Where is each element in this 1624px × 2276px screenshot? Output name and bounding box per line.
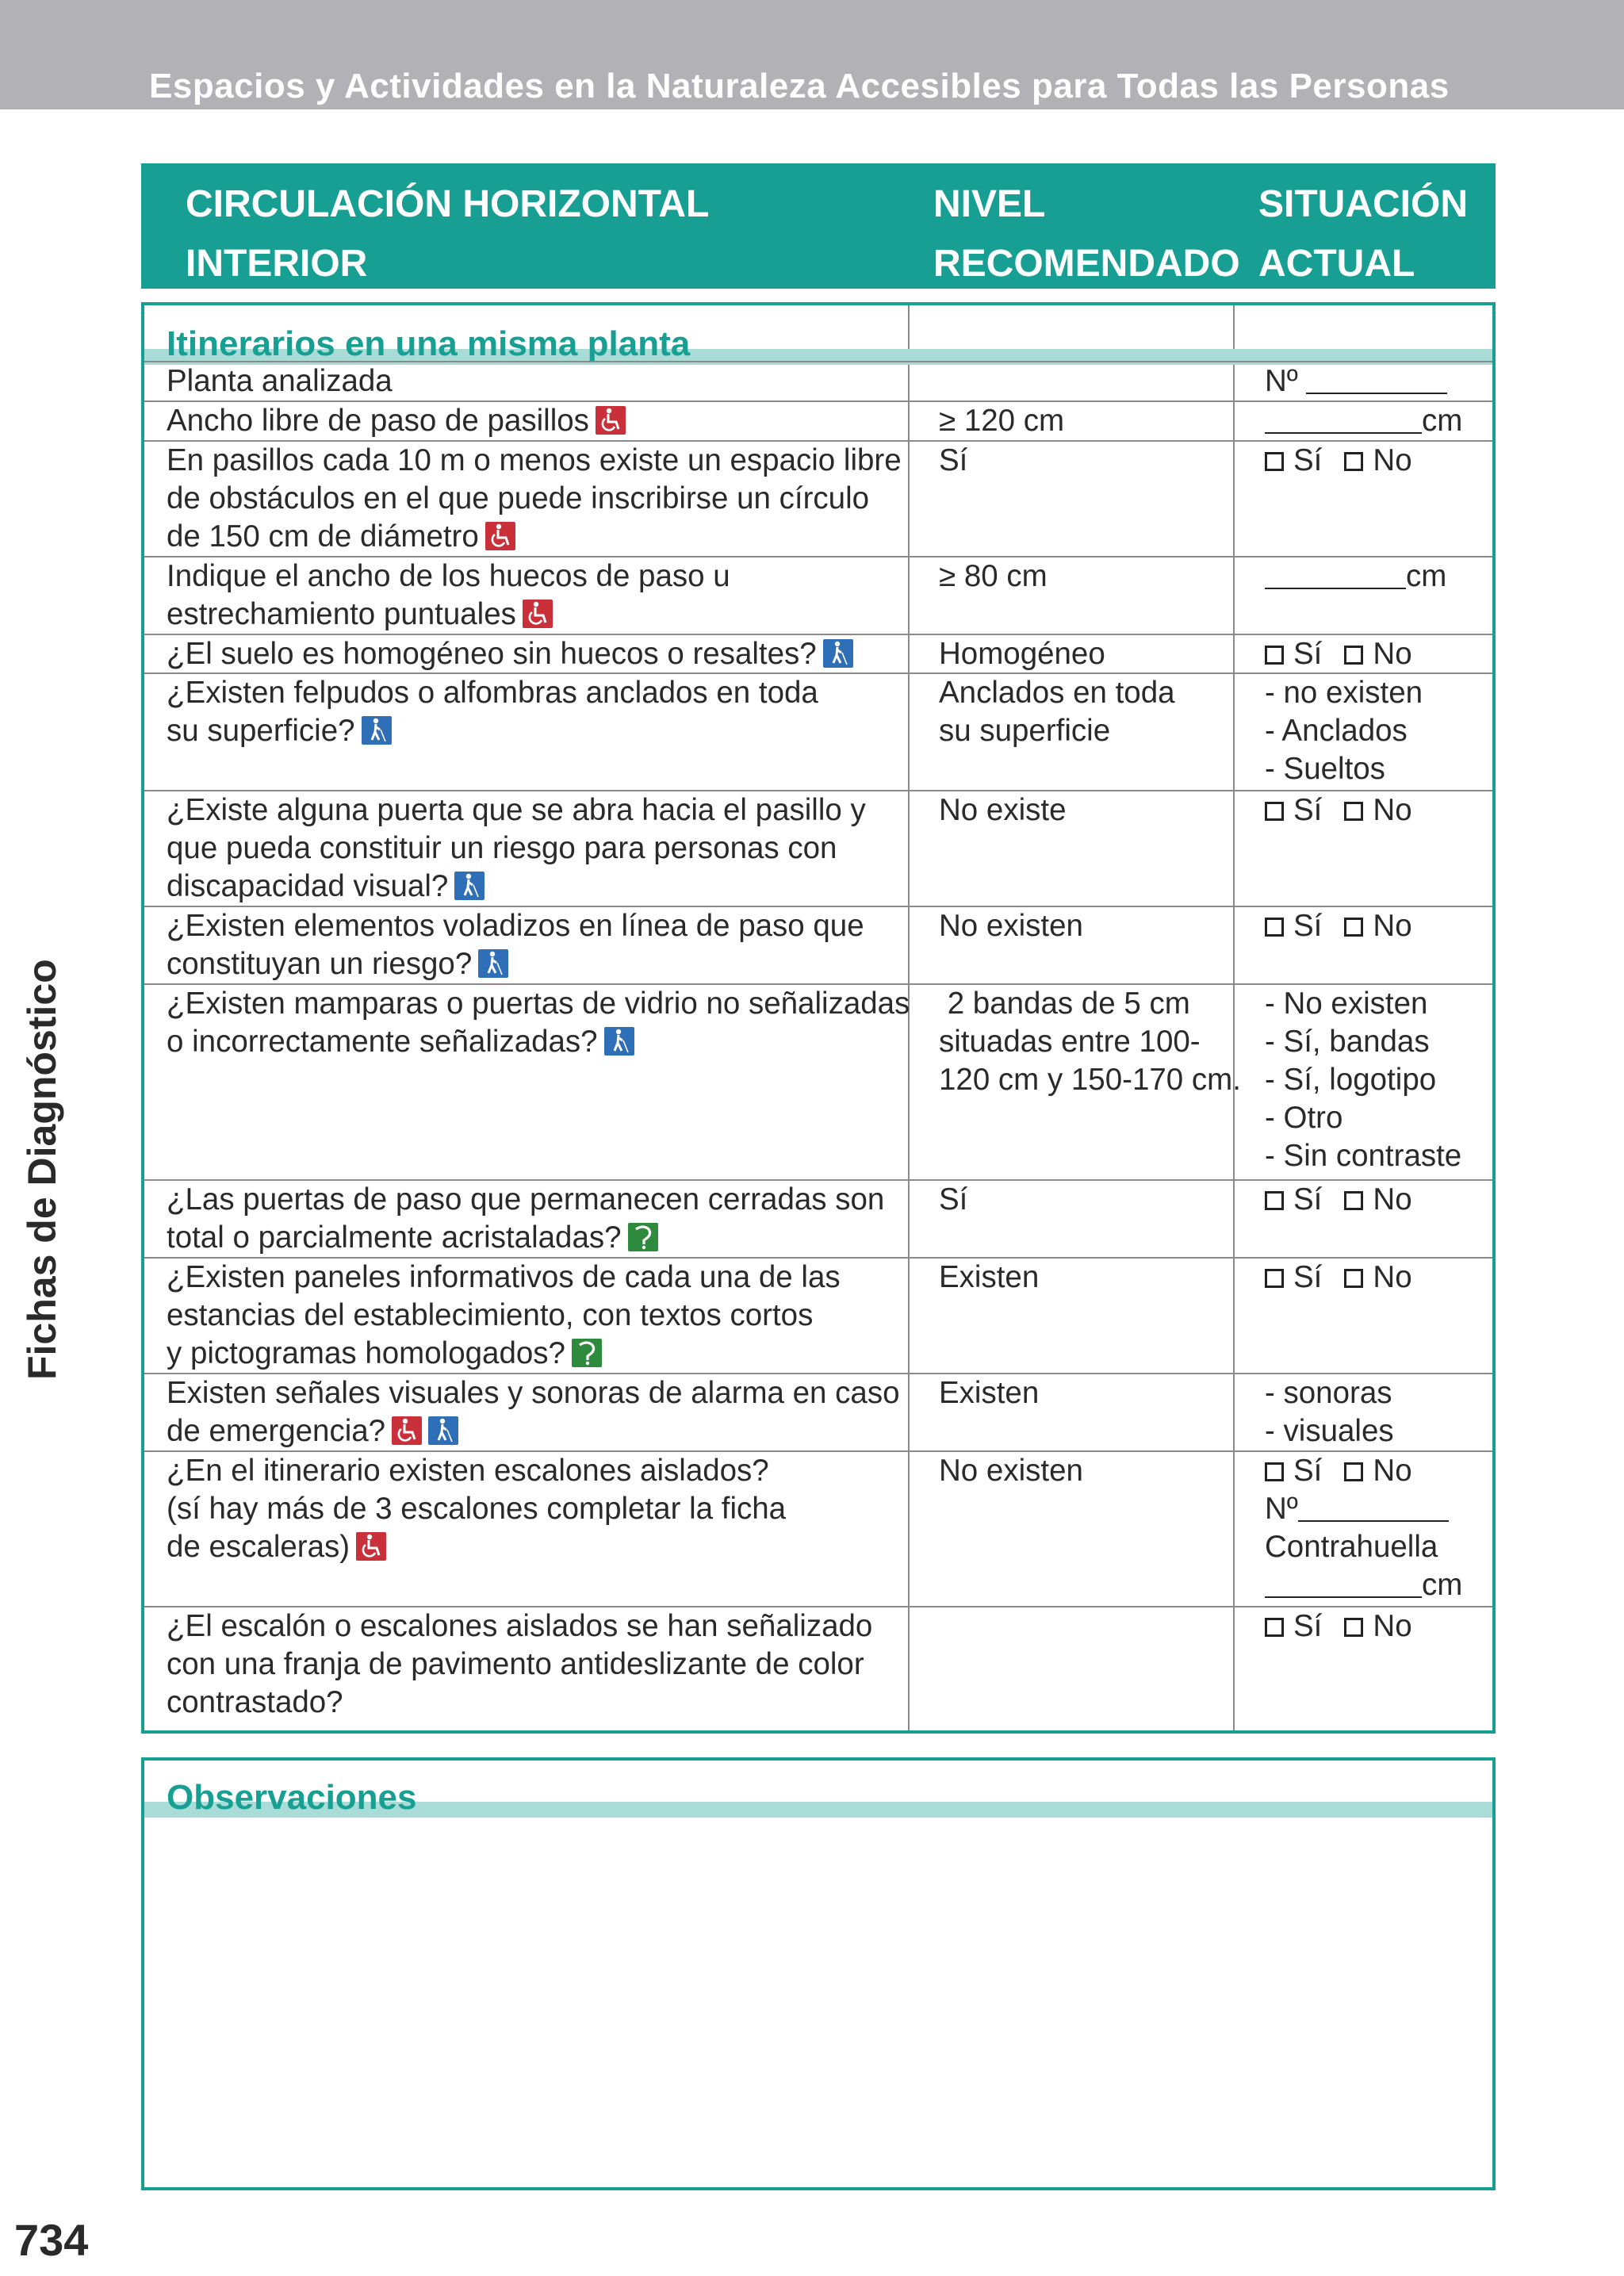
question-line bbox=[167, 1646, 928, 1684]
question-line bbox=[167, 907, 928, 945]
question-line bbox=[167, 985, 928, 1023]
question-text: de 150 cm de diámetro bbox=[167, 519, 479, 554]
wheelchair-icon bbox=[596, 406, 626, 435]
question-text: ¿Existen paneles informativos de cada una de las bbox=[167, 1260, 841, 1294]
question-cell bbox=[167, 1259, 928, 1373]
question-line bbox=[167, 1490, 928, 1528]
header-col-current: SITUACIÓN ACTUAL bbox=[1258, 183, 1468, 285]
no-label: No bbox=[1373, 793, 1412, 827]
question-text: de obstáculos en el que puede inscribirse un círculo bbox=[167, 481, 870, 515]
recommended-cell bbox=[939, 635, 1256, 673]
question-text: ¿Existen felpudos o alfombras anclados en toda bbox=[167, 676, 818, 710]
fill-in-label: Nº bbox=[1265, 364, 1298, 398]
no-label: No bbox=[1373, 1609, 1412, 1643]
current-cell[interactable] bbox=[1265, 791, 1495, 830]
recommended-cell bbox=[939, 791, 1256, 830]
question-cell bbox=[167, 985, 928, 1061]
wheelchair-icon bbox=[392, 1416, 422, 1445]
recommended-cell bbox=[939, 402, 1256, 440]
observations-box[interactable] bbox=[141, 1757, 1496, 2190]
page-number: 734 bbox=[14, 2215, 89, 2265]
yes-label: Sí bbox=[1293, 1454, 1323, 1488]
no-label: No bbox=[1373, 1260, 1412, 1294]
table-row bbox=[144, 634, 1492, 672]
no-checkbox[interactable] bbox=[1344, 646, 1363, 665]
question-line bbox=[167, 1181, 928, 1219]
question-text: ¿Las puertas de paso que permanecen cerradas son bbox=[167, 1182, 885, 1217]
current-cell[interactable] bbox=[1265, 1259, 1495, 1297]
question-text: ¿Existe alguna puerta que se abra hacia el pasillo y bbox=[167, 793, 866, 827]
question-line bbox=[167, 1023, 928, 1061]
question-line bbox=[167, 362, 928, 400]
recommended-cell bbox=[939, 1374, 1256, 1412]
question-cell bbox=[167, 442, 928, 556]
question-line bbox=[167, 1297, 928, 1335]
question-cell bbox=[167, 907, 928, 983]
yes-label: Sí bbox=[1293, 1609, 1323, 1643]
yes-label: Sí bbox=[1293, 909, 1323, 943]
question-cell bbox=[167, 1452, 928, 1566]
section-title: Itinerarios en una misma planta bbox=[167, 324, 691, 363]
recommended-cell bbox=[939, 907, 1256, 945]
question-text: Existen señales visuales y sonoras de alarma en caso bbox=[167, 1376, 900, 1410]
current-cell[interactable] bbox=[1265, 1452, 1495, 1604]
wheelchair-icon bbox=[523, 600, 553, 628]
riser-blank[interactable] bbox=[1265, 1569, 1422, 1598]
blind-person-icon bbox=[604, 1027, 634, 1056]
yes-no-options[interactable] bbox=[1265, 1181, 1495, 1219]
current-cell[interactable] bbox=[1265, 1181, 1495, 1219]
question-cell bbox=[167, 1607, 928, 1722]
yes-label: Sí bbox=[1293, 1182, 1323, 1217]
wheelchair-icon bbox=[485, 522, 515, 550]
question-text: constituyan un riesgo? bbox=[167, 947, 473, 981]
option-line[interactable]: - no existen bbox=[1265, 676, 1423, 710]
table-header bbox=[141, 163, 1496, 289]
question-line bbox=[167, 558, 928, 596]
current-cell[interactable] bbox=[1265, 635, 1495, 673]
question-text: estancias del establecimiento, con textos cortos bbox=[167, 1298, 814, 1332]
table-row bbox=[144, 556, 1492, 634]
question-text: estrechamiento puntuales bbox=[167, 597, 516, 631]
current-cell[interactable] bbox=[1265, 442, 1495, 480]
yes-checkbox[interactable] bbox=[1265, 802, 1284, 821]
question-text: En pasillos cada 10 m o menos existe un espacio libre bbox=[167, 443, 902, 477]
table-row bbox=[144, 361, 1492, 400]
current-cell[interactable] bbox=[1265, 362, 1495, 400]
question-cell bbox=[167, 791, 928, 906]
question-cell bbox=[167, 674, 928, 750]
recommended-text: ≥ 120 cm bbox=[939, 404, 1065, 438]
option-line[interactable]: - Sí, logotipo bbox=[1265, 1063, 1437, 1097]
yes-no-options[interactable] bbox=[1265, 442, 1495, 480]
riser-field[interactable] bbox=[1265, 1566, 1495, 1604]
wheelchair-icon bbox=[356, 1532, 386, 1561]
header-col-recommended: NIVEL RECOMENDADO bbox=[933, 183, 1240, 285]
option-line[interactable]: - Sí, bandas bbox=[1265, 1025, 1430, 1059]
yes-checkbox[interactable] bbox=[1265, 646, 1284, 665]
question-line bbox=[167, 480, 928, 518]
recommended-text: situadas entre 100- bbox=[939, 1025, 1201, 1059]
blind-person-icon bbox=[823, 639, 853, 668]
question-line bbox=[167, 712, 928, 750]
option-line[interactable]: - visuales bbox=[1265, 1414, 1394, 1448]
question-line bbox=[167, 442, 928, 480]
yes-checkbox[interactable] bbox=[1265, 918, 1284, 937]
table-row bbox=[144, 1257, 1492, 1373]
fill-in-field[interactable] bbox=[1265, 558, 1495, 596]
recommended-cell bbox=[939, 558, 1256, 596]
question-cell bbox=[167, 1181, 928, 1257]
question-line bbox=[167, 518, 928, 556]
yes-checkbox[interactable] bbox=[1265, 1191, 1284, 1210]
question-text: ¿En el itinerario existen escalones aislados? bbox=[167, 1454, 769, 1488]
question-line bbox=[167, 1452, 928, 1490]
table-row bbox=[144, 1179, 1492, 1257]
current-cell[interactable] bbox=[1265, 985, 1495, 1175]
recommended-text: ≥ 80 cm bbox=[939, 559, 1048, 593]
question-line bbox=[167, 596, 928, 634]
current-cell[interactable] bbox=[1265, 558, 1495, 596]
fill-in-label: cm bbox=[1422, 404, 1463, 438]
question-cell bbox=[167, 362, 928, 400]
no-checkbox[interactable] bbox=[1344, 1618, 1363, 1637]
question-text: o incorrectamente señalizadas? bbox=[167, 1025, 598, 1059]
publication-title: Espacios y Actividades en la Naturaleza Accesibles para Todas las Personas bbox=[149, 67, 1450, 105]
fill-in-label: cm bbox=[1406, 559, 1447, 593]
blind-person-icon bbox=[428, 1416, 458, 1445]
table-row bbox=[144, 1373, 1492, 1450]
question-text: contrastado? bbox=[167, 1685, 343, 1719]
question-line bbox=[167, 868, 928, 906]
question-line bbox=[167, 945, 928, 983]
question-text: con una franja de pavimento antideslizante de color bbox=[167, 1647, 864, 1681]
yes-no-options[interactable] bbox=[1265, 635, 1495, 673]
current-cell[interactable] bbox=[1265, 674, 1495, 788]
recommended-text: 2 bandas de 5 cm bbox=[939, 987, 1190, 1021]
question-line bbox=[167, 1219, 928, 1257]
fill-in-field[interactable] bbox=[1265, 362, 1495, 400]
question-cell bbox=[167, 558, 928, 634]
yes-no-options[interactable] bbox=[1265, 791, 1495, 830]
fill-in-field[interactable] bbox=[1265, 402, 1495, 440]
cognitive-icon bbox=[572, 1339, 602, 1367]
table-row bbox=[144, 906, 1492, 983]
recommended-text: Existen bbox=[939, 1260, 1040, 1294]
yes-label: Sí bbox=[1293, 1260, 1323, 1294]
recommended-text: No existen bbox=[939, 909, 1083, 943]
observations-title: Observaciones bbox=[167, 1778, 417, 1817]
recommended-text: su superficie bbox=[939, 714, 1111, 748]
unit-label: cm bbox=[1422, 1568, 1463, 1602]
yes-no-options[interactable] bbox=[1265, 1452, 1495, 1490]
recommended-text: No existe bbox=[939, 793, 1067, 827]
question-text: de escaleras) bbox=[167, 1530, 350, 1564]
question-line bbox=[167, 674, 928, 712]
no-label: No bbox=[1373, 1454, 1412, 1488]
option-line[interactable]: - Sin contraste bbox=[1265, 1139, 1462, 1173]
cognitive-icon bbox=[628, 1223, 658, 1251]
count-label: Nº bbox=[1265, 1492, 1298, 1526]
recommended-text: Sí bbox=[939, 1182, 968, 1217]
option-line[interactable]: - Anclados bbox=[1265, 714, 1408, 748]
option-line[interactable]: - No existen bbox=[1265, 987, 1428, 1021]
question-text: ¿Existen elementos voladizos en línea de paso que bbox=[167, 909, 864, 943]
table-row bbox=[144, 672, 1492, 790]
header-col-topic: CIRCULACIÓN HORIZONTAL INTERIOR bbox=[186, 183, 710, 285]
question-cell bbox=[167, 402, 928, 440]
current-cell[interactable] bbox=[1265, 907, 1495, 945]
recommended-cell bbox=[939, 674, 1256, 750]
yes-no-options[interactable] bbox=[1265, 1259, 1495, 1297]
current-cell[interactable] bbox=[1265, 1607, 1495, 1646]
blind-person-icon bbox=[454, 872, 485, 900]
blind-person-icon bbox=[478, 949, 508, 978]
fill-in-blank[interactable] bbox=[1265, 405, 1422, 434]
table-row bbox=[144, 400, 1492, 440]
question-line bbox=[167, 1528, 928, 1566]
recommended-text: 120 cm y 150-170 cm. bbox=[939, 1063, 1241, 1097]
no-checkbox[interactable] bbox=[1344, 452, 1363, 471]
yes-checkbox[interactable] bbox=[1265, 1462, 1284, 1481]
yes-no-options[interactable] bbox=[1265, 1607, 1495, 1646]
question-text: ¿Existen mamparas o puertas de vidrio no señalizadas bbox=[167, 987, 910, 1021]
question-line bbox=[167, 1684, 928, 1722]
count-blank[interactable] bbox=[1298, 1493, 1449, 1522]
table-row bbox=[144, 440, 1492, 556]
yes-checkbox[interactable] bbox=[1265, 1618, 1284, 1637]
question-line bbox=[167, 791, 928, 830]
question-line bbox=[167, 1259, 928, 1297]
no-label: No bbox=[1373, 443, 1412, 477]
no-checkbox[interactable] bbox=[1344, 802, 1363, 821]
question-text: ¿El suelo es homogéneo sin huecos o resaltes? bbox=[167, 637, 817, 671]
riser-label: Contrahuella bbox=[1265, 1530, 1438, 1564]
yes-checkbox[interactable] bbox=[1265, 1269, 1284, 1288]
question-line bbox=[167, 830, 928, 868]
recommended-text: Existen bbox=[939, 1376, 1040, 1410]
no-checkbox[interactable] bbox=[1344, 1269, 1363, 1288]
option-line[interactable]: - Otro bbox=[1265, 1101, 1343, 1135]
recommended-cell bbox=[939, 1259, 1256, 1297]
table-row bbox=[144, 983, 1492, 1179]
yes-label: Sí bbox=[1293, 793, 1323, 827]
fill-in-blank[interactable] bbox=[1265, 561, 1406, 589]
top-band bbox=[0, 0, 1624, 109]
question-text: total o parcialmente acristaladas? bbox=[167, 1220, 622, 1255]
recommended-text: Sí bbox=[939, 443, 968, 477]
no-label: No bbox=[1373, 909, 1412, 943]
option-line[interactable]: - Sueltos bbox=[1265, 752, 1385, 786]
side-label: Fichas de Diagnóstico bbox=[20, 959, 64, 1380]
question-text: que pueda constituir un riesgo para personas con bbox=[167, 831, 837, 865]
yes-label: Sí bbox=[1293, 637, 1323, 671]
yes-label: Sí bbox=[1293, 443, 1323, 477]
no-checkbox[interactable] bbox=[1344, 918, 1363, 937]
recommended-cell bbox=[939, 442, 1256, 480]
question-cell bbox=[167, 1374, 928, 1450]
question-line bbox=[167, 1335, 928, 1373]
fill-in-blank[interactable] bbox=[1306, 366, 1447, 394]
recommended-cell bbox=[939, 985, 1256, 1099]
question-line bbox=[167, 1412, 928, 1450]
no-label: No bbox=[1373, 637, 1412, 671]
question-text: su superficie? bbox=[167, 714, 355, 748]
yes-no-options[interactable] bbox=[1265, 907, 1495, 945]
question-text: Ancho libre de paso de pasillos bbox=[167, 404, 589, 438]
question-text: de emergencia? bbox=[167, 1414, 386, 1448]
recommended-cell bbox=[939, 1181, 1256, 1219]
option-line[interactable]: - sonoras bbox=[1265, 1376, 1392, 1410]
no-label: No bbox=[1373, 1182, 1412, 1217]
question-text: Planta analizada bbox=[167, 364, 393, 398]
recommended-text: Anclados en toda bbox=[939, 676, 1175, 710]
blind-person-icon bbox=[362, 716, 392, 745]
table-row bbox=[144, 1606, 1492, 1733]
table-row bbox=[144, 1450, 1492, 1606]
question-text: ¿El escalón o escalones aislados se han señalizado bbox=[167, 1609, 873, 1643]
question-text: (sí hay más de 3 escalones completar la ficha bbox=[167, 1492, 787, 1526]
diagnostic-table bbox=[141, 302, 1496, 1734]
question-line bbox=[167, 402, 928, 440]
no-checkbox[interactable] bbox=[1344, 1191, 1363, 1210]
current-cell[interactable] bbox=[1265, 1374, 1495, 1450]
no-checkbox[interactable] bbox=[1344, 1462, 1363, 1481]
recommended-text: No existen bbox=[939, 1454, 1083, 1488]
recommended-cell bbox=[939, 1452, 1256, 1490]
current-cell[interactable] bbox=[1265, 402, 1495, 440]
question-line bbox=[167, 1607, 928, 1646]
question-cell bbox=[167, 635, 928, 673]
question-line bbox=[167, 635, 928, 673]
count-field[interactable] bbox=[1265, 1490, 1495, 1528]
yes-checkbox[interactable] bbox=[1265, 452, 1284, 471]
table-row bbox=[144, 790, 1492, 906]
recommended-text: Homogéneo bbox=[939, 637, 1105, 671]
question-text: y pictogramas homologados? bbox=[167, 1336, 565, 1370]
question-text: discapacidad visual? bbox=[167, 869, 449, 903]
question-text: Indique el ancho de los huecos de paso u bbox=[167, 559, 730, 593]
question-line bbox=[167, 1374, 928, 1412]
